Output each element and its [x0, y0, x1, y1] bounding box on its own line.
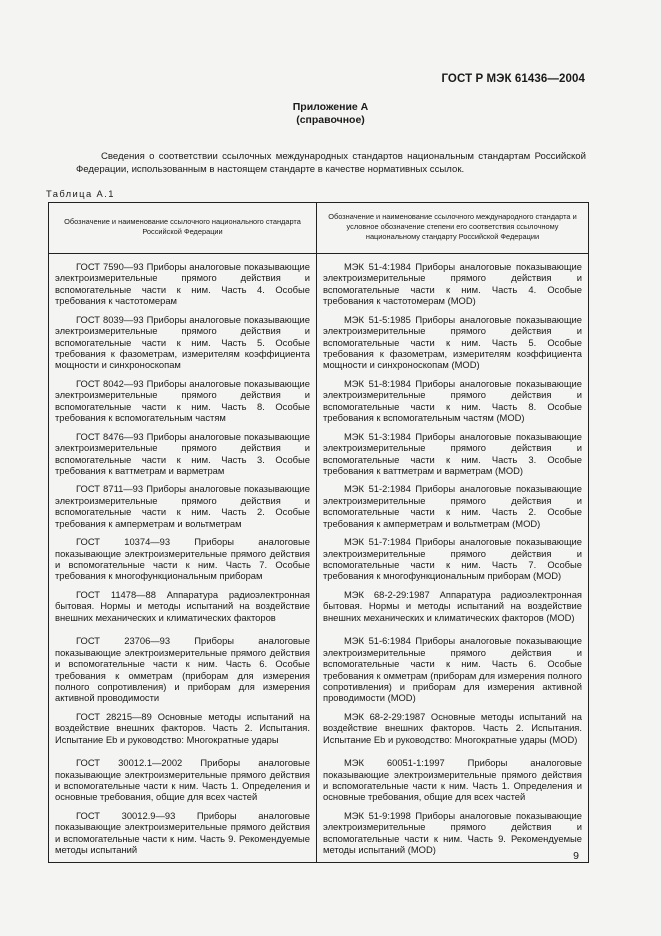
standard-entry-text: МЭК 68-2-29:1987 Основные методы испытаний на воздействие внешних факторов. Часть 2. Испытания. Испытание Eb и руководство: Многократные удары (MOD) [323, 710, 582, 745]
table-row [49, 635, 589, 711]
standard-entry-text: МЭК 60051-1:1997 Приборы аналоговые показывающие электроизмерительные прямого действия и вспомогательные части к ним. Часть 1. Определения и основные требования, общие для всех частей [323, 757, 582, 803]
reference-table-container [48, 202, 588, 863]
document-code: ГОСТ Р МЭК 61436—2004 [441, 73, 585, 85]
cell-national-standard [49, 635, 317, 711]
table-row [49, 314, 589, 378]
cell-national-standard [49, 254, 317, 314]
standard-entry-text: МЭК 51-7:1984 Приборы аналоговые показывающие электроизмерительные прямого действия и вспомогательные части к ним. Часть 7. Особые требования к многофункциональным приборам (MOD) [323, 536, 582, 582]
annex-heading: Приложение А [292, 101, 369, 113]
cell-national-standard [49, 431, 317, 484]
standard-entry-text: ГОСТ 11478—88 Аппаратура радиоэлектронная бытовая. Нормы и методы испытаний на воздействие внешних механических и климатических факторов [55, 589, 310, 623]
table-row [49, 536, 589, 589]
standard-entry-text: МЭК 51-6:1984 Приборы аналоговые показывающие электроизмерительные прямого действия и вспомогательные части к ним. Часть 6. Особые требования к омметрам (приборам для измерения полного сопротивления) и приборам для измерения активной проводимости (MOD) [323, 635, 582, 704]
annex-title [0, 101, 661, 127]
cell-international-standard [317, 314, 589, 378]
standard-entry-text: МЭК 51-2:1984 Приборы аналоговые показывающие электроизмерительные прямого действия и вспомогательные части к ним. Часть 2. Особые требования к амперметрам и вольтметрам (MOD) [323, 483, 582, 529]
standard-entry-text: МЭК 51-8:1984 Приборы аналоговые показывающие электроизмерительные прямого действия и вспомогательные части к ним. Часть 8. Особые требования к вспомогательным частям (MOD) [323, 377, 582, 424]
standard-entry-text: МЭК 51-9:1998 Приборы аналоговые показывающие электроизмерительные прямого действия и вспомогательные части к ним. Часть 9. Рекомендуемые методы испытаний (MOD) [323, 809, 582, 856]
cell-national-standard [49, 711, 317, 757]
table-row [49, 483, 589, 536]
standard-entry-text: ГОСТ 8476—93 Приборы аналоговые показывающие электроизмерительные прямого действия и вспомогательные части к ним. Часть 3. Особые требования к ваттметрам и варметрам [55, 430, 310, 476]
header-international-standard: Обозначение и наименование ссылочного международного стандарта и условное обозначение степени его соответствия ссылочному национальному стандарту Российской Федерации [317, 203, 589, 254]
table-row [49, 810, 589, 862]
standard-entry-text: ГОСТ 23706—93 Приборы аналоговые показывающие электроизмерительные прямого действия и вспомогательные части к ним. Часть 6. Особые требования к омметрам (приборам для измерения полного сопротивления) и приборам для измерения активной проводимости [55, 635, 310, 704]
cell-international-standard [317, 757, 589, 810]
standard-entry-text: ГОСТ 30012.9—93 Приборы аналоговые показывающие электроизмерительные прямого действия и вспомогательные части к ним. Часть 9. Рекомендуемые методы испытаний [55, 809, 310, 856]
table-row [49, 378, 589, 431]
cell-national-standard [49, 810, 317, 862]
standard-entry-text: ГОСТ 7590—93 Приборы аналоговые показывающие электроизмерительные прямого действия и вспомогательные части к ним. Часть 4. Особые требования к частотомерам [55, 261, 310, 307]
cell-national-standard [49, 757, 317, 810]
cell-national-standard [49, 314, 317, 378]
cell-international-standard [317, 810, 589, 862]
standard-entry-text: МЭК 51-3:1984 Приборы аналоговые показывающие электроизмерительные прямого действия и вспомогательные части к ним. Часть 3. Особые требования к ваттметрам и варметрам (MOD) [323, 430, 582, 476]
table-row [49, 589, 589, 635]
cell-national-standard [49, 378, 317, 431]
cell-international-standard [317, 254, 589, 314]
page-number: 9 [573, 850, 579, 862]
standard-entry-text: ГОСТ 10374—93 Приборы аналоговые показывающие электроизмерительные прямого действия и вспомогательные части к ним. Часть 7. Особые требования к многофункциональным приборам [55, 536, 310, 582]
cell-international-standard [317, 635, 589, 711]
table-row [49, 711, 589, 757]
table-header-row [49, 203, 589, 254]
cell-national-standard [49, 589, 317, 635]
standard-entry-text: МЭК 51-5:1985 Приборы аналоговые показывающие электроизмерительные прямого действия и вспомогательные части к ним. Часть 5. Особые требования к фазометрам, измерителям коэффициента мощности и синхроноскопам (MOD) [323, 313, 582, 371]
table-label: Таблица А.1 [46, 188, 115, 199]
standard-entry-text: ГОСТ 8039—93 Приборы аналоговые показывающие электроизмерительные прямого действия и вспомогательные части к ним. Часть 5. Особые требования к фазометрам, измерителям коэффициента мощности и синхроноскопам [55, 313, 310, 371]
cell-international-standard [317, 711, 589, 757]
standard-entry-text: ГОСТ 8042—93 Приборы аналоговые показывающие электроизмерительные прямого действия и вспомогательные части к ним. Часть 8. Особые требования к вспомогательным частям [55, 377, 310, 424]
cell-international-standard [317, 536, 589, 589]
cell-international-standard [317, 589, 589, 635]
standard-entry-text: ГОСТ 28215—89 Основные методы испытаний на воздействие внешних факторов. Часть 2. Испытания. Испытание Eb и руководство: Многократные удары [55, 710, 310, 745]
annex-status: (справочное) [296, 114, 365, 126]
cell-international-standard [317, 431, 589, 484]
reference-table [48, 202, 589, 863]
standard-entry-text: ГОСТ 30012.1—2002 Приборы аналоговые показывающие электроизмерительные прямого действия и вспомогательные части к ним. Часть 1. Определения и основные требования, общие для всех частей [55, 757, 310, 803]
cell-international-standard [317, 483, 589, 536]
cell-international-standard [317, 378, 589, 431]
standard-entry-text: МЭК 68-2-29:1987 Аппаратура радиоэлектронная бытовая. Нормы и методы испытаний на воздействие внешних механических и климатических факторов (MOD) [323, 589, 582, 623]
intro-paragraph: Сведения о соответствии ссылочных международных стандартов национальным стандартам Российской Федерации, использованным в настоящем стандарте в качестве нормативных ссылок. [76, 151, 586, 175]
header-national-standard: Обозначение и наименование ссылочного национального стандарта Российской Федерации [49, 203, 317, 254]
table-row [49, 431, 589, 484]
standard-entry-text: МЭК 51-4:1984 Приборы аналоговые показывающие электроизмерительные прямого действия и вспомогательные части к ним. Часть 4. Особые требования к частотомерам (MOD) [323, 261, 582, 307]
cell-national-standard [49, 483, 317, 536]
cell-national-standard [49, 536, 317, 589]
table-row [49, 254, 589, 314]
table-body [49, 254, 589, 863]
table-row [49, 757, 589, 810]
standard-entry-text: ГОСТ 8711—93 Приборы аналоговые показывающие электроизмерительные прямого действия и вспомогательные части к ним. Часть 2. Особые требования к амперметрам и вольтметрам [55, 483, 310, 529]
